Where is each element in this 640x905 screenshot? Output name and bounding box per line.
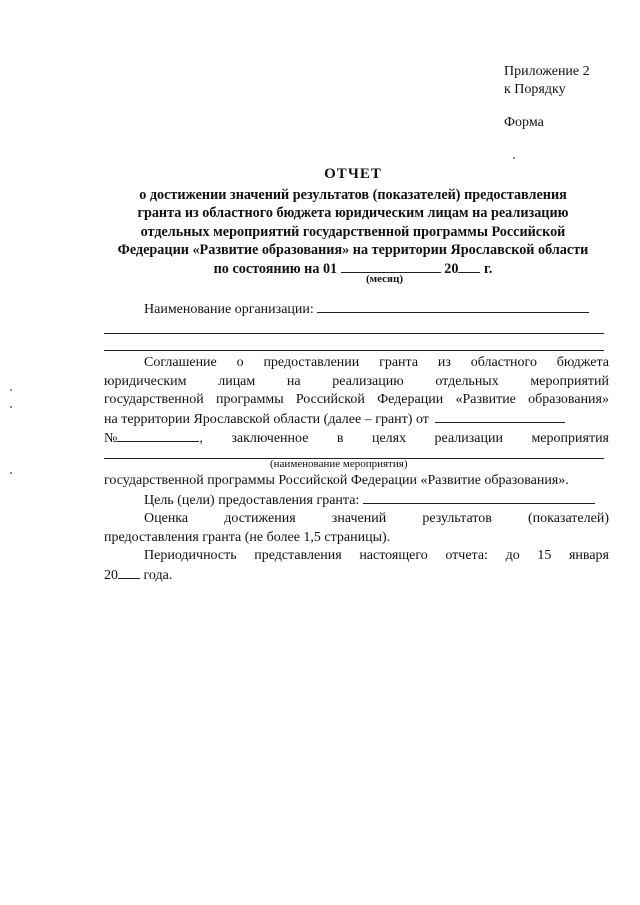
org-name-rule-1 [104, 333, 604, 334]
date-year-prefix: 20 [444, 260, 459, 277]
annex-line-2: к Порядку [504, 82, 566, 97]
periodicity-line-1: Периодичность представления настоящего отчета: до 15 января [144, 548, 609, 563]
periodicity-line-2 [104, 566, 609, 586]
month-blank [341, 260, 441, 273]
scan-speck [513, 157, 515, 159]
agreement-line-4 [104, 410, 609, 430]
org-label: Наименование организации: [144, 302, 314, 317]
agreement-date-blank [435, 410, 565, 423]
scan-speck [10, 406, 12, 408]
agreement-line-6: государственной программы Российской Федерации «Развитие образования». [104, 473, 569, 488]
assessment-paragraph [104, 510, 609, 547]
title-line-4: Федерации «Развитие образования» на территории Ярославской области [117, 242, 589, 258]
periodicity-year-suffix: года. [143, 567, 173, 583]
org-name-rule-2 [104, 350, 604, 351]
year-blank [458, 260, 480, 273]
event-caption: (наименование мероприятия) [270, 458, 408, 470]
title-line-2: гранта из областного бюджета юридическим лицам на реализацию [137, 205, 569, 221]
report-title: ОТЧЕТ [324, 166, 382, 182]
agreement-line-1: Соглашение о предоставлении гранта из областного бюджета [144, 355, 609, 370]
report-title-block [96, 165, 610, 278]
org-name-blank [317, 300, 589, 313]
title-line-1: о достижении значений результатов (показателей) предоставления [139, 186, 567, 203]
agreement-number-blank [117, 429, 199, 442]
agreement-line-3: государственной программы Российской Федерации «Развитие образования» [104, 392, 609, 407]
goal-line [104, 491, 609, 511]
agreement-paragraph [104, 354, 609, 449]
scan-speck [10, 472, 12, 474]
date-prefix: по состоянию на 01 [213, 260, 338, 277]
agreement-line-5-text: , заключенное в целях реализации мероприятия [199, 431, 609, 446]
assessment-line-1: Оценка достижения значений результатов (показателей) [144, 511, 609, 526]
goal-blank [363, 491, 595, 504]
periodicity-paragraph [104, 547, 609, 585]
date-suffix: г. [483, 260, 493, 277]
report-date-line [96, 260, 610, 279]
annex-header [504, 63, 590, 99]
assessment-line-2: предоставления гранта (не более 1,5 страницы). [104, 529, 391, 545]
agreement-line-2: юридическим лицам на реализацию отдельных мероприятий [104, 373, 609, 389]
agreement-line-5 [104, 429, 609, 449]
form-label: Форма [504, 115, 544, 130]
periodicity-year-blank [118, 566, 140, 579]
month-caption: (месяц) [366, 273, 404, 285]
org-name-line [104, 300, 609, 320]
annex-line-1: Приложение 2 [504, 64, 590, 79]
agreement-line-4-text: на территории Ярославской области (далее – грант) от [104, 411, 429, 427]
periodicity-year-prefix: 20 [104, 567, 118, 583]
title-line-3: отдельных мероприятий государственной программы Российской [140, 223, 566, 240]
goal-label: Цель (цели) предоставления гранта: [144, 493, 360, 508]
agreement-number-sign: № [104, 431, 118, 446]
scan-speck [10, 389, 12, 391]
